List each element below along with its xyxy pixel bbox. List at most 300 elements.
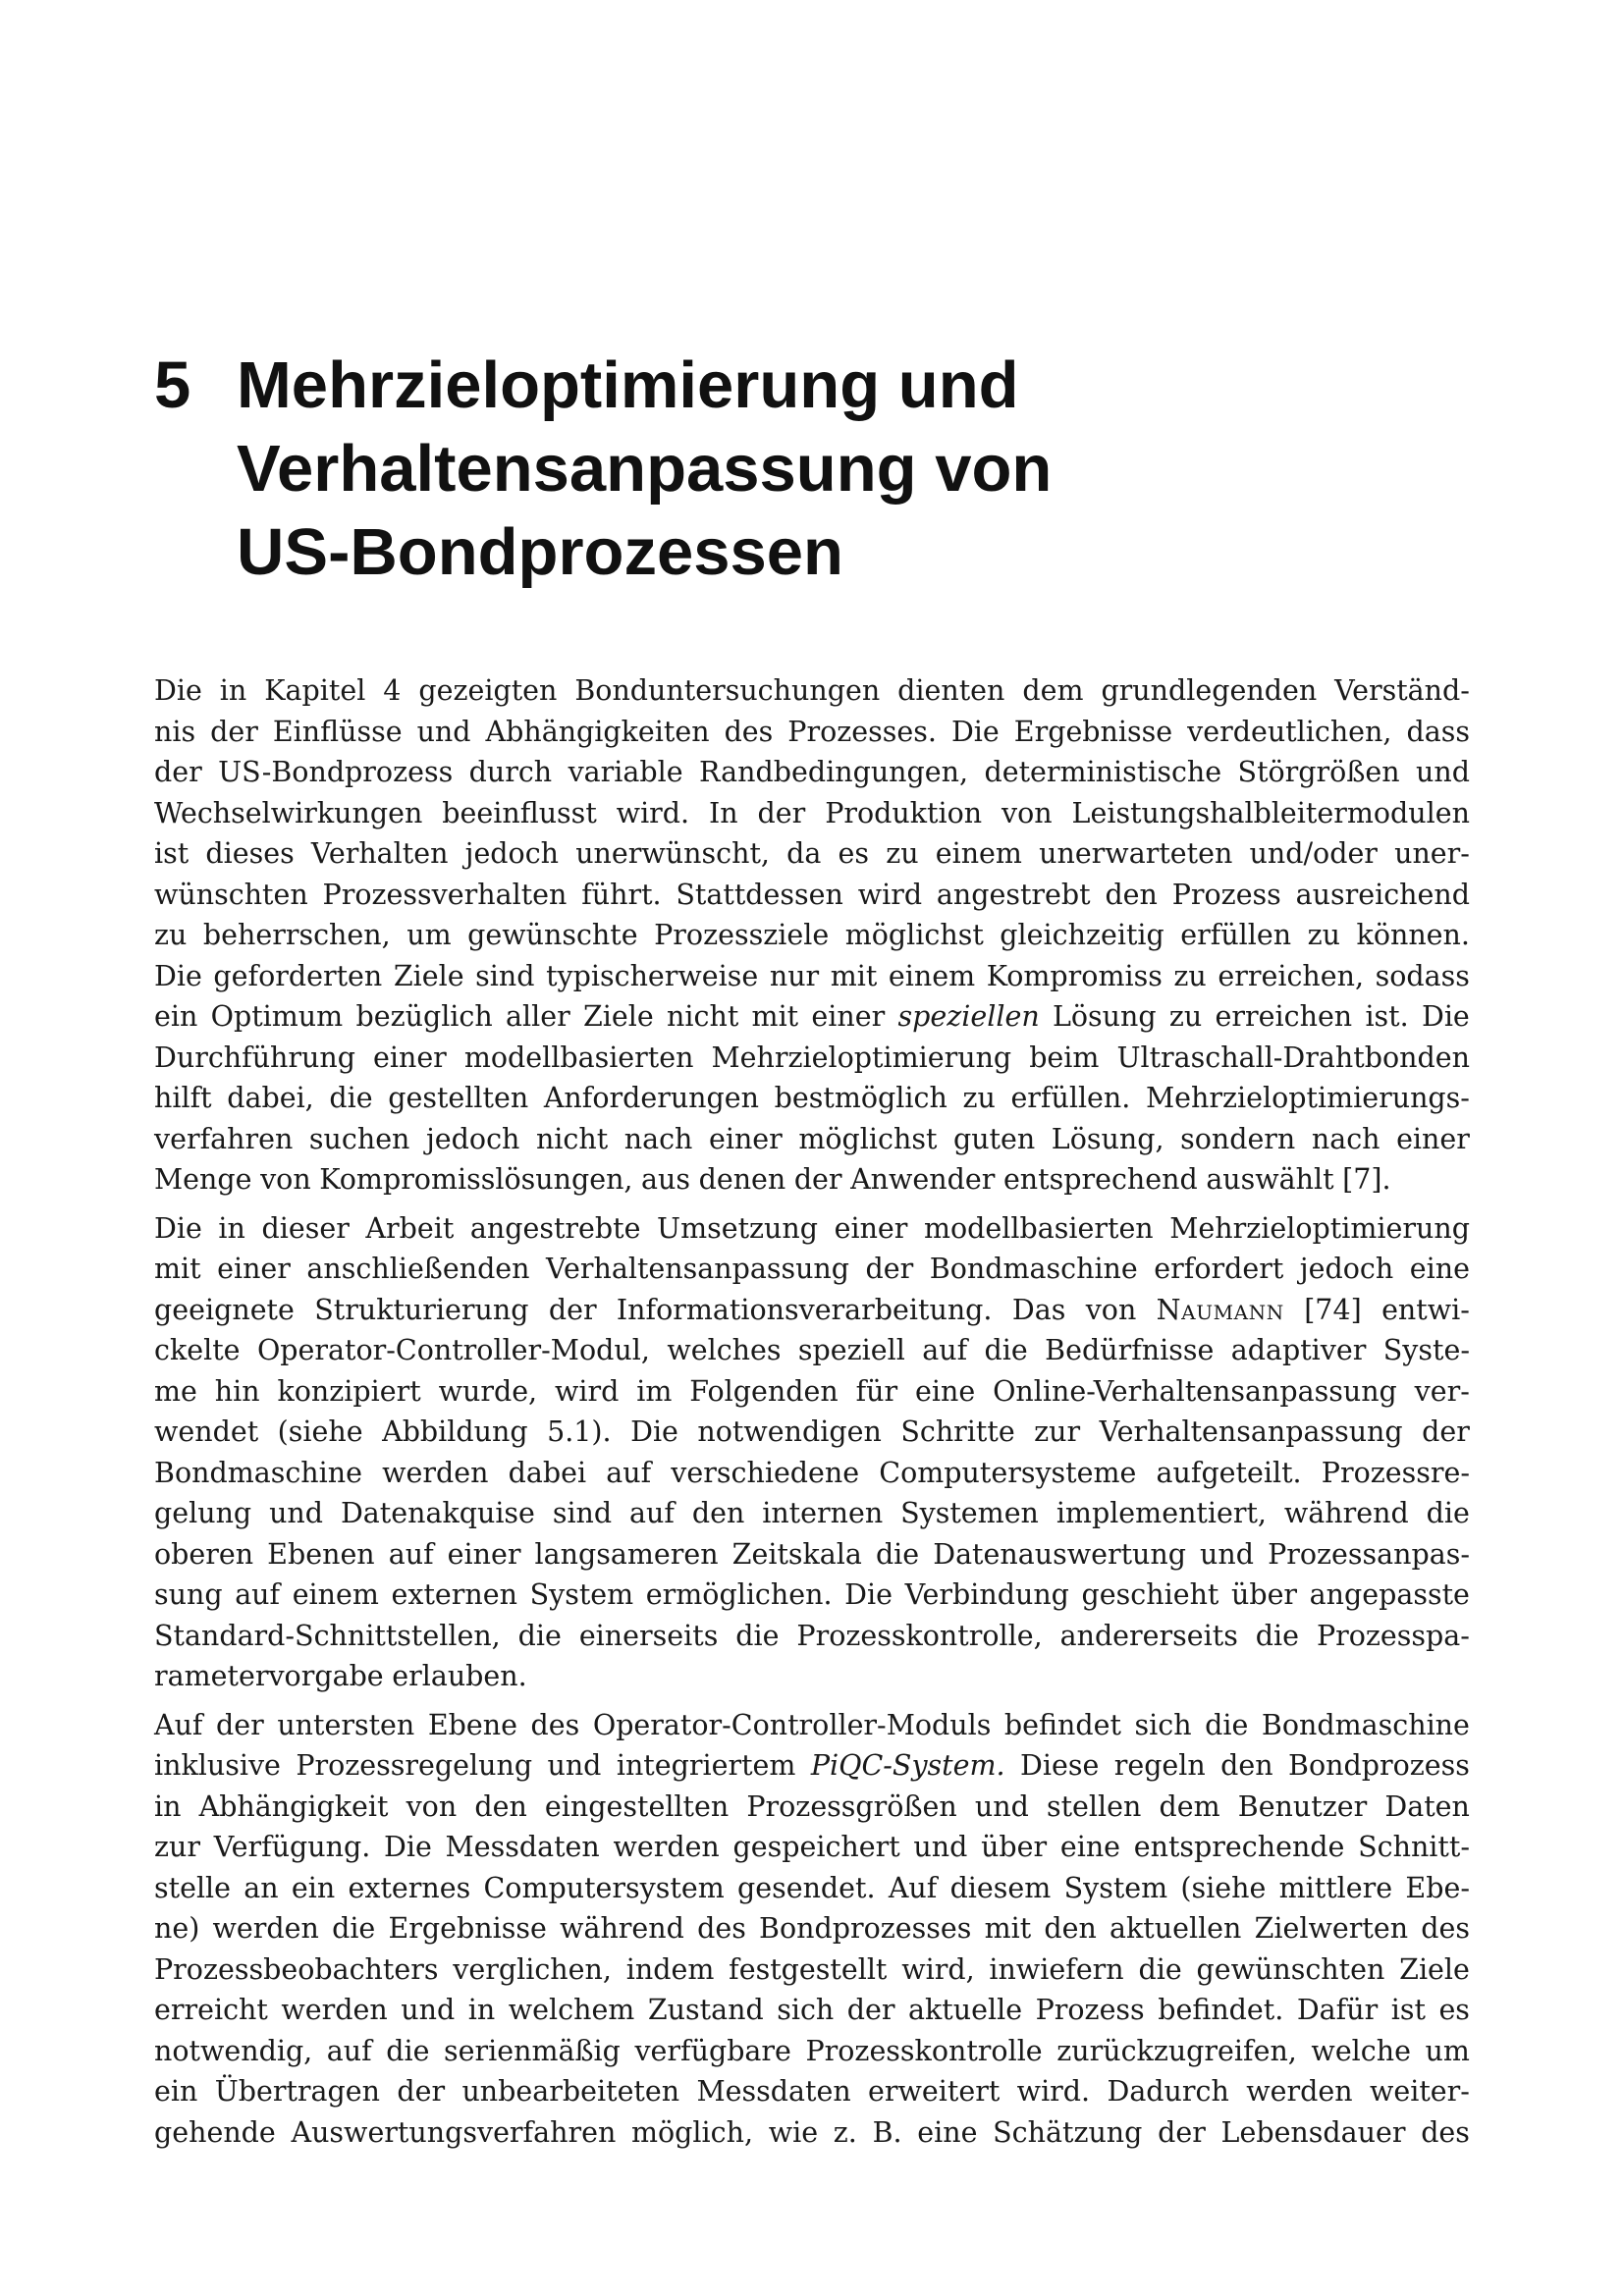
word: jedoch — [464, 837, 560, 870]
word: wendet — [154, 1415, 259, 1448]
word: Prozessverhalten — [322, 878, 568, 911]
word: z. — [833, 2115, 857, 2149]
word: über — [981, 1831, 1048, 1863]
text-line — [154, 1787, 1470, 1828]
word: untersten — [277, 1708, 415, 1741]
word: Benutzer — [1237, 1789, 1368, 1823]
word: unbearbeiteten — [461, 2075, 680, 2108]
chapter-title-line: Verhaltensanpassung von — [237, 432, 1053, 506]
word: dieses — [205, 837, 295, 870]
word: einer — [1396, 1122, 1470, 1155]
word: nicht — [667, 1000, 739, 1033]
word: ein — [154, 1000, 198, 1033]
word: 5.1). — [547, 1415, 612, 1448]
word: für — [855, 1374, 898, 1408]
text-line — [154, 1290, 1470, 1331]
word: um — [406, 919, 452, 951]
word: können. — [1356, 919, 1470, 951]
word: die — [517, 1619, 562, 1652]
word: Ebenen — [267, 1537, 375, 1571]
word: von — [260, 1163, 311, 1196]
word: modellbasierten — [924, 1211, 1154, 1245]
word: in — [219, 674, 247, 707]
word: des — [530, 1708, 580, 1741]
word: erreichen — [1215, 1000, 1353, 1033]
word: angestrebt — [936, 878, 1091, 911]
word: Dadurch — [1107, 2075, 1229, 2108]
word: erreichen, — [1218, 959, 1365, 992]
word: mit — [751, 1000, 799, 1033]
word: sind — [475, 959, 535, 992]
word: erreicht — [154, 1994, 268, 2026]
word: [7]. — [1342, 1163, 1391, 1196]
word: erfordert — [1154, 1253, 1284, 1285]
paragraph — [154, 1705, 1470, 2154]
word: unerwünscht, — [575, 837, 770, 870]
word: typischerweise — [546, 959, 759, 992]
word: eingestellten — [544, 1789, 730, 1823]
word: dass — [1406, 715, 1470, 748]
word: regeln — [1113, 1749, 1206, 1782]
text-line — [154, 1453, 1470, 1494]
word: entsprechend — [1002, 1163, 1198, 1196]
word: Ziele — [583, 1000, 654, 1033]
word: ein — [154, 2075, 198, 2108]
word: eine — [1409, 1253, 1470, 1285]
word: Bondmaschine — [1261, 1708, 1470, 1741]
word: Prozess — [1035, 1994, 1145, 2026]
text-line — [154, 1656, 1470, 1697]
word: und — [1200, 1537, 1255, 1571]
word: Prozesskontrolle — [805, 2034, 1043, 2067]
word: über — [1230, 1578, 1298, 1611]
word: Daten — [1384, 1789, 1470, 1823]
text-line — [154, 1249, 1470, 1290]
word: sind — [552, 1497, 613, 1529]
word: Lösung — [1052, 1000, 1157, 1033]
word: werden — [382, 1456, 489, 1489]
text-line — [154, 1119, 1470, 1160]
word: Produktion — [825, 796, 983, 829]
word: Kompromiss — [986, 959, 1163, 992]
word: verfügbare — [634, 2034, 791, 2067]
text-line — [154, 2112, 1470, 2154]
word: auf — [326, 2034, 372, 2067]
body-text — [154, 670, 1470, 2161]
word: Verhalten — [310, 837, 449, 870]
word: implementiert, — [1056, 1497, 1267, 1529]
word: [74] — [1304, 1293, 1362, 1326]
word: da — [786, 837, 822, 870]
word: ausreichend — [1295, 878, 1470, 911]
text-line — [154, 915, 1470, 956]
word: stelle — [154, 1871, 232, 1904]
word: guten — [952, 1122, 1036, 1155]
word: Bedürfnisse — [1045, 1334, 1215, 1366]
word: nach — [1311, 1122, 1380, 1155]
word: Kompromisslösungen, — [319, 1163, 633, 1196]
word: den — [691, 1497, 745, 1529]
word: die — [329, 1082, 373, 1114]
word: Wechselwirkungen — [154, 796, 423, 829]
word: der — [1422, 1415, 1470, 1448]
word: Anforderungen — [543, 1082, 760, 1114]
word: aktuelle — [908, 1994, 1023, 2026]
word: Datenakquise — [340, 1497, 535, 1529]
word: und/oder — [1249, 837, 1378, 870]
word: Lebensdauer — [1220, 2115, 1406, 2149]
text-line — [154, 1159, 1470, 1201]
word: eine — [914, 1374, 976, 1408]
word: erweitert — [868, 2075, 1001, 2108]
word: auf — [606, 1456, 652, 1489]
word: wird, — [901, 1952, 975, 1986]
word: der — [397, 2075, 446, 2108]
emphasized-word: PiQC-System. — [811, 1745, 1005, 1787]
word: angestrebte — [469, 1211, 641, 1245]
word: einer — [811, 1000, 886, 1033]
word: zu — [1168, 1000, 1203, 1033]
word: einer — [217, 1253, 291, 1285]
word: mittlere — [1278, 1871, 1393, 1904]
word: hin — [214, 1374, 260, 1408]
word: zu — [154, 919, 188, 951]
word: andererseits — [1059, 1619, 1238, 1652]
word: Menge — [154, 1163, 252, 1196]
word: sich — [777, 1994, 835, 2026]
word: Prozesspa- — [1316, 1619, 1470, 1652]
word: Leistungshalbleitermodulen — [1071, 796, 1470, 829]
word: und — [1416, 756, 1470, 788]
word: es — [1438, 1994, 1470, 2026]
word: sondern — [1180, 1122, 1296, 1155]
word: langsameren — [534, 1537, 719, 1571]
word: wie — [768, 2115, 819, 2149]
word: Prozessgrößen — [746, 1789, 957, 1823]
word: und — [401, 1994, 456, 2026]
word: Auf — [154, 1708, 203, 1741]
word: eine — [917, 2115, 978, 2149]
word: ist. — [1365, 1000, 1409, 1033]
word: unerwarteten — [1039, 837, 1233, 870]
word: in — [154, 1789, 182, 1823]
word: ist — [1390, 1994, 1426, 2026]
word: der — [793, 1163, 842, 1196]
text-line — [154, 1575, 1470, 1616]
word: Ultraschall-Drahtbonden — [1116, 1041, 1470, 1074]
word: angepasste — [1309, 1578, 1470, 1611]
word: der — [210, 715, 258, 748]
word: dem — [1159, 1789, 1220, 1823]
word: festgestellt — [729, 1952, 888, 1986]
word: B. — [872, 2115, 902, 2149]
word: die — [984, 1334, 1028, 1366]
word: diesem — [949, 1871, 1052, 1904]
word: den — [1105, 878, 1158, 911]
word: die — [1138, 1952, 1182, 1986]
word: internen — [762, 1497, 884, 1529]
word: des — [724, 715, 774, 748]
word: in — [467, 1994, 496, 2026]
word: 4 — [383, 674, 402, 707]
word: (siehe — [1180, 1871, 1267, 1904]
text-line — [154, 956, 1470, 997]
word: einem — [292, 1578, 379, 1611]
word: den — [1220, 1749, 1273, 1782]
word: durch — [468, 756, 553, 788]
word: Umsetzung — [657, 1211, 819, 1245]
text-line — [154, 1493, 1470, 1534]
word: einer — [447, 1537, 521, 1571]
word: Prozess — [1171, 878, 1281, 911]
word: nur — [769, 959, 820, 992]
word: während — [1283, 1497, 1409, 1529]
word: wird — [555, 1374, 620, 1408]
word: Mehrzieloptimierung — [711, 1041, 1012, 1074]
word: werden — [1246, 2075, 1353, 2108]
word: rametervorgabe — [154, 1660, 384, 1692]
word: Operator-Controller-Moduls — [592, 1708, 992, 1741]
word: Die — [154, 674, 202, 707]
word: welches — [667, 1334, 782, 1366]
word: adaptiver — [1230, 1334, 1367, 1366]
word: der — [548, 1293, 597, 1326]
word: gewünschten — [1196, 1952, 1385, 1986]
word: Folgenden — [689, 1374, 839, 1408]
word: Verständ- — [1334, 674, 1470, 707]
word: ermöglichen. — [645, 1578, 833, 1611]
word: Dafür — [1296, 1994, 1379, 2026]
word: Prozessregelung — [296, 1749, 533, 1782]
word: Stattdessen — [676, 878, 843, 911]
word: Bondprozesses — [759, 1912, 972, 1945]
word: mit — [154, 1253, 201, 1285]
word: modellbasierten — [463, 1041, 694, 1074]
word: und — [974, 1789, 1029, 1823]
word: ist — [154, 837, 189, 870]
word: Übertragen — [214, 2075, 380, 2108]
word: me — [154, 1374, 197, 1408]
word: dieser — [261, 1211, 350, 1245]
word: wird. — [1016, 2075, 1091, 2108]
text-line — [154, 1990, 1470, 2031]
word: jedoch — [1299, 1253, 1394, 1285]
text-line — [154, 1038, 1470, 1079]
word: inwiefern — [989, 1952, 1124, 1986]
word: -System. — [883, 1749, 1005, 1782]
word: erlauben. — [392, 1660, 527, 1692]
word: gewünschte — [467, 919, 638, 951]
text-line — [154, 1745, 1470, 1787]
text-line — [154, 2031, 1470, 2072]
word: In — [709, 796, 738, 829]
word: Die — [844, 1578, 893, 1611]
word: aller — [506, 1000, 570, 1033]
word: während — [560, 1912, 684, 1945]
word: möglichst — [798, 1122, 938, 1155]
word: von — [1085, 1293, 1137, 1326]
word: Ebe- — [1405, 1871, 1470, 1904]
word: einem — [935, 837, 1022, 870]
word: geeignete — [154, 1293, 295, 1326]
word: auf — [235, 1578, 281, 1611]
word: verdeutlichen, — [1187, 715, 1392, 748]
word: Die — [154, 959, 202, 992]
word: aus — [641, 1163, 691, 1196]
word: Abhängigkeiten — [485, 715, 710, 748]
chapter-title-line: US-Bondprozessen — [237, 515, 843, 589]
word: Prozessanpas- — [1268, 1537, 1470, 1571]
word: Datenauswertung — [933, 1537, 1186, 1571]
word: Prozessziele — [654, 919, 830, 951]
word: die — [386, 2034, 430, 2067]
text-line — [154, 1330, 1470, 1371]
text-line — [154, 1208, 1470, 1250]
chapter-number: 5 — [154, 348, 191, 422]
word: Ergebnisse — [1013, 715, 1173, 748]
word: zu — [886, 837, 919, 870]
word: weiter- — [1369, 2075, 1470, 2108]
word: Arbeit — [365, 1211, 455, 1245]
word: dabei — [508, 1456, 587, 1489]
word: auf — [922, 1334, 968, 1366]
word: Bondmaschine — [154, 1456, 362, 1489]
word: der — [216, 1708, 264, 1741]
word: Messdaten — [445, 1831, 600, 1863]
paragraph — [154, 1208, 1470, 1697]
word: Die — [630, 1415, 678, 1448]
word: gesendet. — [736, 1871, 876, 1904]
word: (siehe — [277, 1415, 363, 1448]
word: integriertem — [616, 1749, 796, 1782]
text-line — [154, 670, 1470, 712]
word: oberen — [154, 1537, 254, 1571]
word: Kapitel — [264, 674, 366, 707]
word: Zeitskala — [731, 1537, 862, 1571]
word: Verhaltensanpassung — [546, 1253, 850, 1285]
word: zu — [1173, 959, 1207, 992]
word: ne) — [154, 1912, 200, 1945]
word: Schätzung — [993, 2115, 1143, 2149]
word: von — [1001, 796, 1053, 829]
word: des — [1421, 1912, 1470, 1945]
word: Prozessbeobachters — [154, 1952, 439, 1986]
word: gespeichert — [732, 1831, 900, 1863]
word: mit — [984, 1912, 1032, 1945]
word: im — [636, 1374, 673, 1408]
word: beeinflusst — [442, 796, 597, 829]
word: ein — [291, 1871, 336, 1904]
word: aufgeteilt. — [1156, 1456, 1302, 1489]
word: eine — [1059, 1831, 1121, 1863]
word: welchem — [508, 1994, 635, 2026]
word: notwendigen — [697, 1415, 882, 1448]
word: der — [865, 1253, 914, 1285]
word: Optimum — [210, 1000, 344, 1033]
word: Zustand — [647, 1994, 764, 2026]
word: Operator-Controller-Modul, — [256, 1334, 650, 1366]
word: wünschten — [154, 878, 308, 911]
word: der — [846, 1994, 895, 2026]
word: gezeigten — [418, 674, 558, 707]
word: variable — [568, 756, 683, 788]
word: und — [547, 1749, 602, 1782]
word: US-Bondprozess — [218, 756, 454, 788]
word: speziell — [797, 1334, 905, 1366]
word: Computersystem — [483, 1871, 725, 1904]
word: erfüllen. — [1010, 1082, 1131, 1114]
word: dabei, — [227, 1082, 314, 1114]
word: Die — [950, 715, 1000, 748]
chapter-title-line: Mehrzieloptimierung und — [237, 348, 1019, 422]
word: Auf — [888, 1871, 938, 1904]
word: Messdaten — [696, 2075, 851, 2108]
chapter-title — [237, 344, 1415, 594]
word: inklusive — [154, 1749, 281, 1782]
word: anschließenden — [306, 1253, 530, 1285]
word: die — [1426, 1497, 1470, 1529]
word: Bondprozess — [1288, 1749, 1470, 1782]
word: Verfügung. — [213, 1831, 371, 1863]
word: des — [1421, 2115, 1470, 2149]
word: möglichst — [844, 919, 984, 951]
text-line — [154, 1534, 1470, 1575]
word: zur — [154, 1831, 200, 1863]
word: bestmöglich — [774, 1082, 947, 1114]
word: Mehrzieloptimierung — [1169, 1211, 1470, 1245]
word: verschiedene — [671, 1456, 860, 1489]
word: Störgrößen — [1237, 756, 1400, 788]
word: notwendig, — [154, 2034, 313, 2067]
word: verglichen, — [453, 1952, 612, 1986]
word: Prozessre- — [1321, 1456, 1470, 1489]
word: hilft — [154, 1082, 212, 1114]
word: und — [913, 1831, 968, 1863]
word: die — [1205, 1708, 1249, 1741]
text-line — [154, 1868, 1470, 1909]
word: sich — [1134, 1708, 1192, 1741]
word: die — [735, 1619, 780, 1652]
word: indem — [625, 1952, 715, 1986]
word: auf — [629, 1497, 675, 1529]
word: Ziele — [393, 959, 464, 992]
word: System — [529, 1578, 634, 1611]
word: Ergebnisse — [388, 1912, 547, 1945]
word: möglich, — [630, 2115, 754, 2149]
word: Verhaltensanpassung — [1099, 1415, 1403, 1448]
word: System — [1063, 1871, 1168, 1904]
word: werden — [281, 1994, 388, 2026]
word: zu — [962, 1082, 996, 1114]
word: Anwender — [850, 1163, 996, 1196]
word: grundlegenden — [1101, 674, 1318, 707]
word: Lösung, — [1051, 1122, 1164, 1155]
word: gelung — [154, 1497, 252, 1529]
word: Syste- — [1382, 1334, 1470, 1366]
word: sodass — [1375, 959, 1470, 992]
word: sung — [154, 1578, 223, 1611]
word: Die — [1421, 1000, 1470, 1033]
word: einer — [834, 1211, 908, 1245]
word: wird — [857, 878, 923, 911]
word: einer — [708, 1122, 783, 1155]
word: externes — [348, 1871, 471, 1904]
word: Online-Verhaltensanpassung — [993, 1374, 1397, 1408]
word: Systemen — [900, 1497, 1039, 1529]
word: die — [875, 1537, 920, 1571]
word: werden — [212, 1912, 319, 1945]
text-line — [154, 793, 1470, 834]
